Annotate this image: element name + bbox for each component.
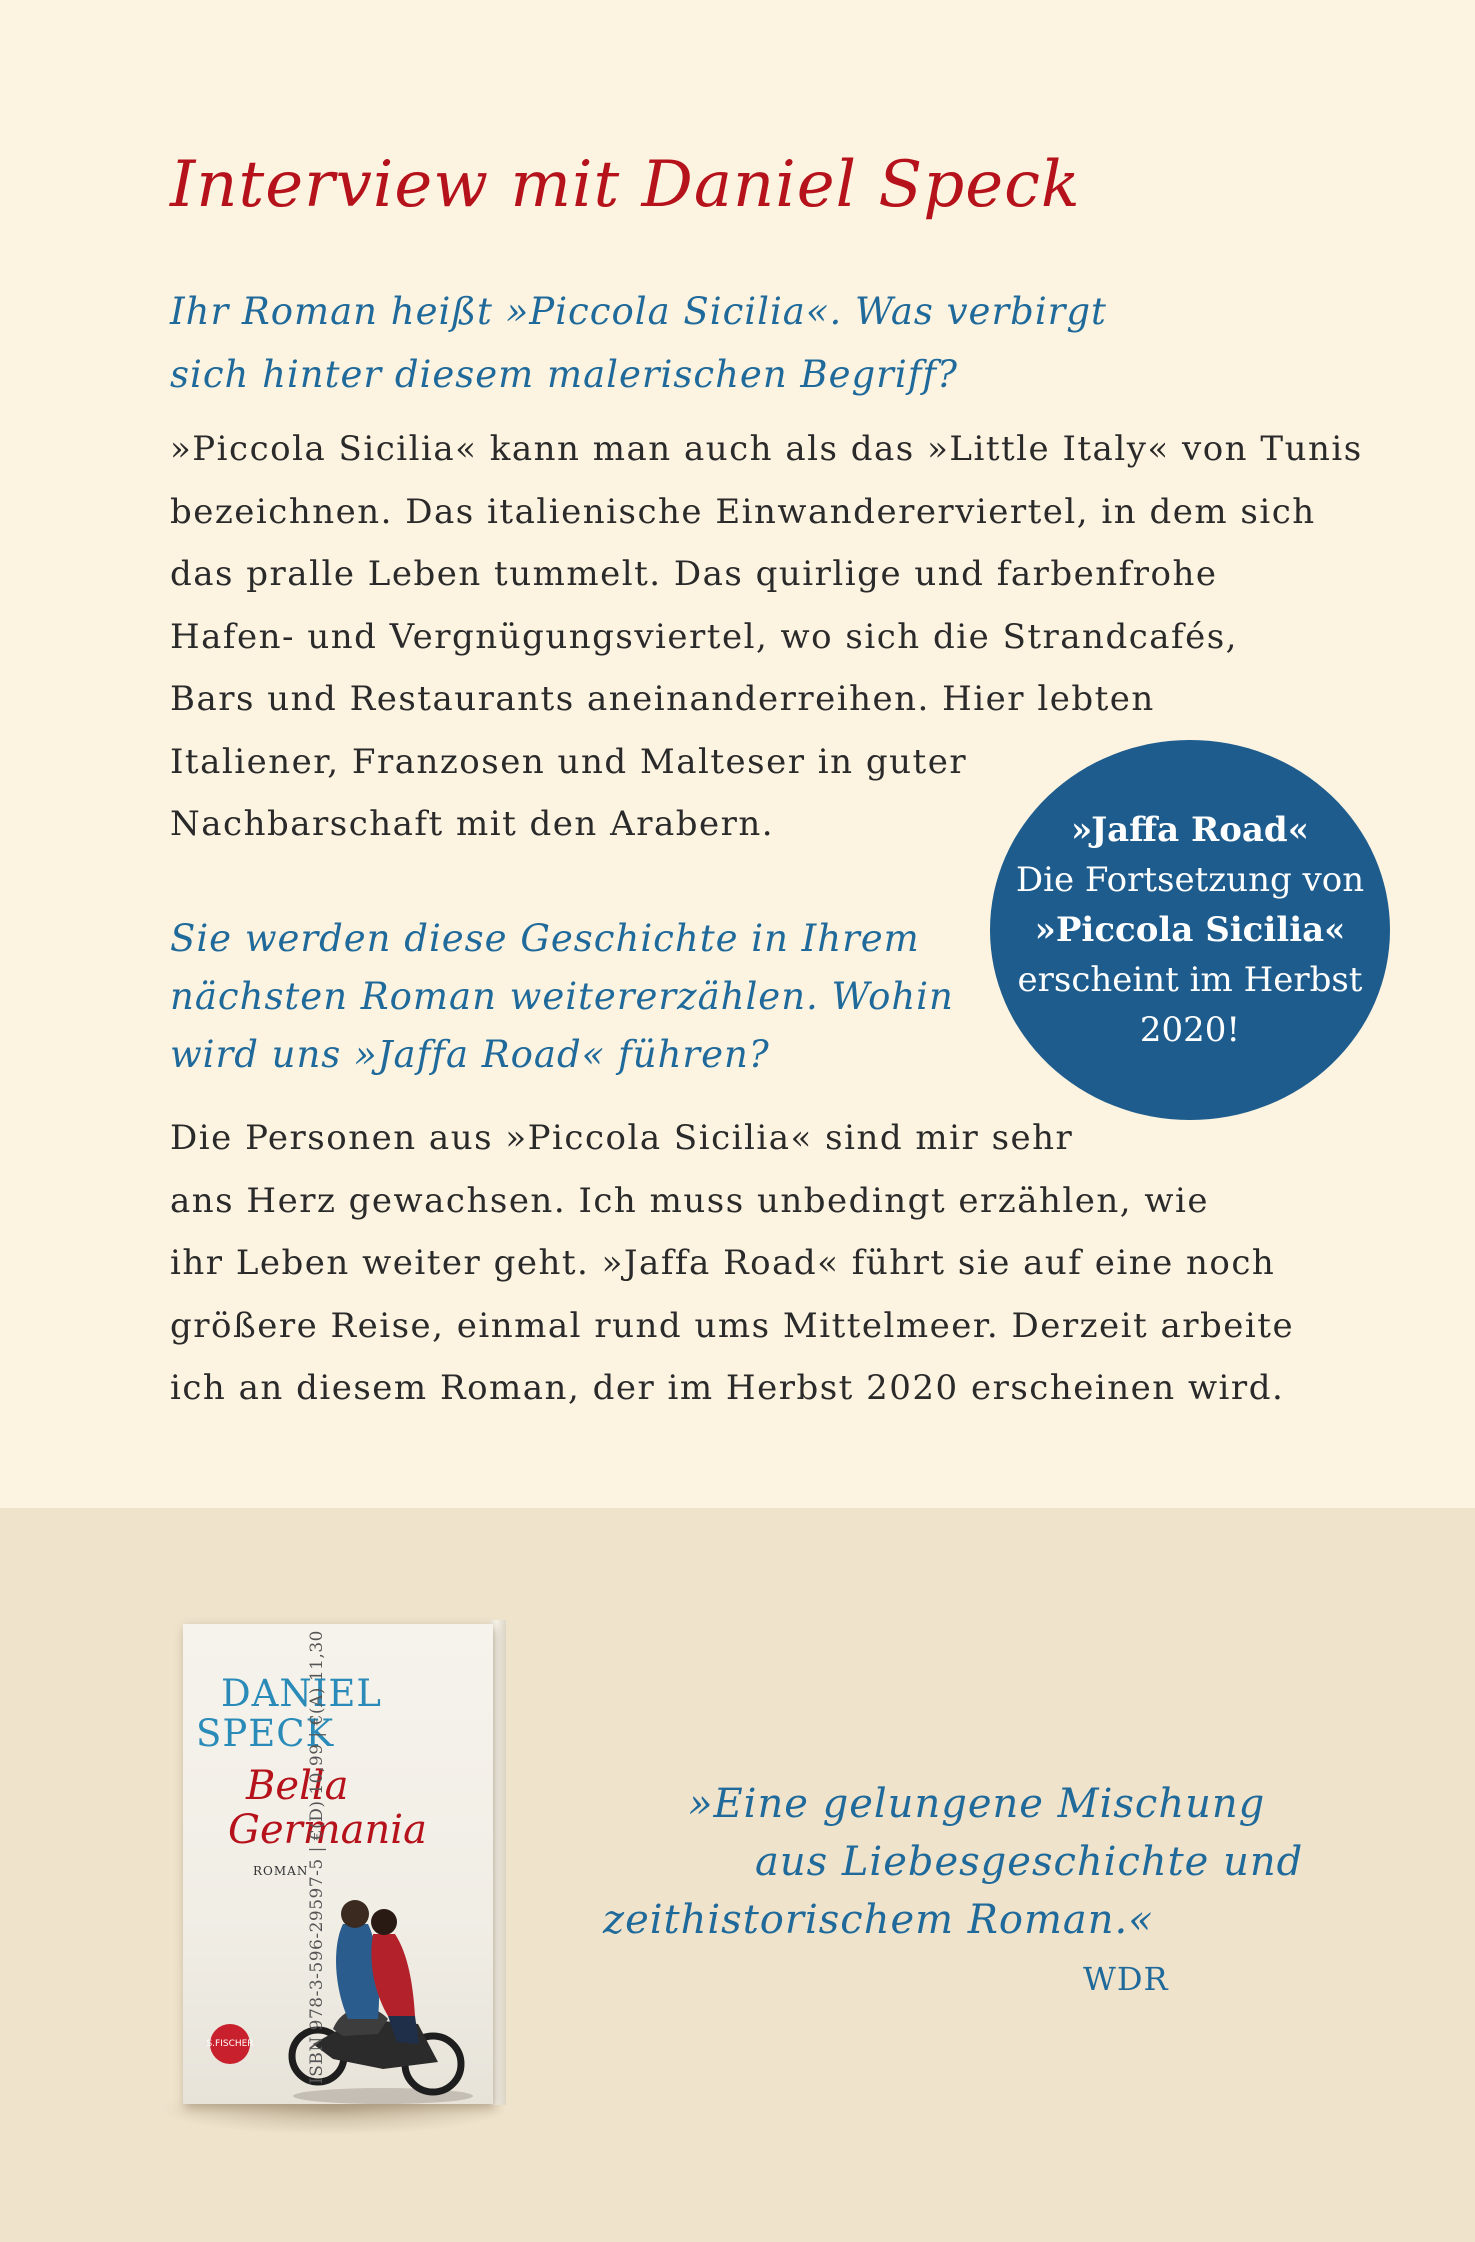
answer-2-line: Die Personen aus »Piccola Sicilia« sind mir sehr	[170, 1118, 1074, 1158]
answer-2-line: ich an diesem Roman, der im Herbst 2020 erscheinen wird.	[170, 1368, 1285, 1408]
book-cover	[183, 1624, 493, 2104]
answer-1-line: Italiener, Franzosen und Malteser in guter	[170, 741, 968, 782]
answer-1-line: »Piccola Sicilia« kann man auch als das »Little Italy« von Tunis	[170, 429, 1363, 469]
quote-line: aus Liebesgeschichte und	[755, 1839, 1304, 1885]
answer-1-line: Bars und Restaurants aneinanderreihen. Hier lebten	[170, 679, 1155, 719]
book-author-first: DANIEL	[221, 1672, 382, 1715]
book-title-line: Bella	[246, 1763, 349, 1809]
question-2-line: wird uns »Jaffa Road« führen?	[170, 1033, 770, 1076]
question-2-line: Sie werden diese Geschichte in Ihrem	[170, 917, 920, 960]
question-1-line: sich hinter diesem malerischen Begriff?	[170, 353, 958, 396]
answer-1-line: bezeichnen. Das italienische Einwandererviertel, in dem sich	[170, 491, 1316, 532]
question-2-line: nächsten Roman weitererzählen. Wohin	[170, 975, 954, 1018]
badge-title: »Jaffa Road«	[1071, 810, 1309, 850]
question-1-line: Ihr Roman heißt »Piccola Sicilia«. Was verbirgt	[170, 290, 1107, 333]
badge-text: erscheint im Herbst	[1017, 960, 1363, 1000]
quote-source: WDR	[1083, 1960, 1169, 1998]
answer-1-line: Hafen- und Vergnügungsviertel, wo sich die Strandcafés,	[170, 616, 1238, 657]
answer-1-line: das pralle Leben tummelt. Das quirlige und farbenfrohe	[170, 554, 1218, 594]
quote-line: »Eine gelungene Mischung	[688, 1781, 1266, 1827]
quote-line: zeithistorischem Roman.«	[603, 1897, 1154, 1943]
book-author-last: SPECK	[196, 1712, 335, 1755]
answer-2	[170, 1107, 1294, 1420]
question-2	[170, 910, 954, 1084]
answer-2-line: ans Herz gewachsen. Ich muss unbedingt erzählen, wie	[170, 1180, 1209, 1221]
badge-text: 2020!	[1139, 1010, 1241, 1050]
page-title: Interview mit Daniel Speck	[170, 148, 1081, 222]
badge-text: Die Fortsetzung von	[1015, 860, 1365, 900]
answer-2-line: größere Reise, einmal rund ums Mittelmeer. Derzeit arbeite	[170, 1305, 1295, 1346]
isbn-price-line: ISBN 978-3-596-29597-5 | €(D) 10,99 | €(A) 11,30	[307, 1630, 327, 2084]
book-genre: ROMAN	[253, 1864, 309, 1878]
publisher-logo: S.FISCHER	[210, 2024, 250, 2064]
answer-1-line: Nachbarschaft mit den Arabern.	[170, 804, 775, 844]
question-1	[170, 280, 1107, 406]
answer-2-line: ihr Leben weiter geht. »Jaffa Road« führt sie auf eine noch	[170, 1243, 1276, 1283]
badge-book-name: »Piccola Sicilia«	[1034, 910, 1346, 950]
book-title-line: Germania	[228, 1807, 427, 1853]
sequel-badge	[990, 740, 1390, 1120]
